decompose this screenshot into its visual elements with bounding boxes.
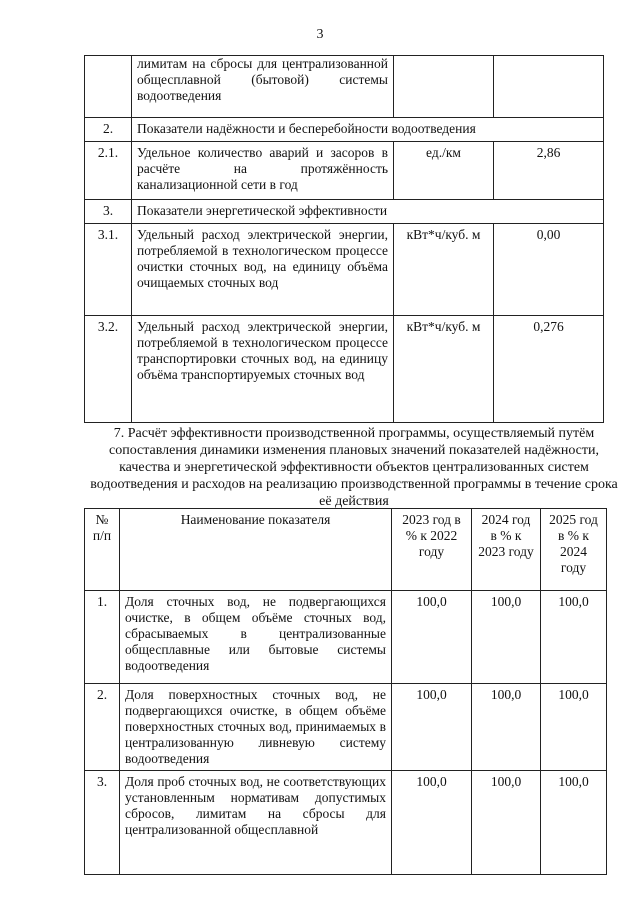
header-2024: 2024 год в % к 2023 году: [472, 509, 541, 591]
unit-cell: кВт*ч/куб. м: [394, 224, 494, 316]
value-2025: 100,0: [541, 684, 607, 771]
section-7-title: 7. Расчёт эффективности производственной программы, осуществляемый путём сопоставления динамики изменения плановых значений показателей надёжности, качества и энергетической эффективности объектов централизованных систем водоотведения и расходов на реализацию производственной программы в течение срока её действия: [90, 426, 618, 509]
table-row: [85, 771, 607, 875]
indicator-name: лимитам на сбросы для централизованной общесплавной (бытовой) системы водоотведения: [132, 56, 394, 118]
indicator-name: Доля сточных вод, не подвергающихся очистке, в общем объёме сточных вод, сбрасываемых в централизованные общесплавные или бытовые системы водоотведения: [120, 591, 392, 684]
value-cell: 0,00: [494, 224, 604, 316]
row-number: 3.1.: [85, 224, 132, 316]
table-row: [85, 224, 604, 316]
value-cell: [494, 56, 604, 118]
table-row: [85, 591, 607, 684]
value-2023: 100,0: [392, 591, 472, 684]
indicator-name: Удельное количество аварий и засоров в расчёте на протяжённость канализационной сети в год: [132, 142, 394, 200]
row-number: [85, 56, 132, 118]
indicators-table: [84, 55, 604, 423]
efficiency-table: [84, 508, 607, 875]
page-number: 3: [316, 27, 324, 42]
row-number: 1.: [85, 591, 120, 684]
table-row: [85, 684, 607, 771]
indicator-name: Удельный расход электрической энергии, потребляемой в технологическом процессе транспортировки сточных вод, на единицу объёма транспортируемых сточных вод: [132, 316, 394, 423]
row-number: 2.: [85, 118, 132, 142]
header-indicator-name: Наименование показателя: [120, 509, 392, 591]
section-heading: Показатели надёжности и бесперебойности водоотведения: [132, 118, 604, 142]
value-2024: 100,0: [472, 591, 541, 684]
value-2023: 100,0: [392, 684, 472, 771]
row-number: 3.: [85, 771, 120, 875]
indicator-name: Доля поверхностных сточных вод, не подвергающихся очистке, в общем объёме поверхностных сточных вод, принимаемых в централизованную ливневую систему водоотведения: [120, 684, 392, 771]
section-header-row: [85, 200, 604, 224]
value-2023: 100,0: [392, 771, 472, 875]
value-2024: 100,0: [472, 771, 541, 875]
header-row: [85, 509, 607, 591]
section-header-row: [85, 118, 604, 142]
unit-cell: ед./км: [394, 142, 494, 200]
value-cell: 0,276: [494, 316, 604, 423]
unit-cell: [394, 56, 494, 118]
value-2025: 100,0: [541, 591, 607, 684]
value-2024: 100,0: [472, 684, 541, 771]
section-heading: Показатели энергетической эффективности: [132, 200, 604, 224]
row-number: 2.: [85, 684, 120, 771]
indicator-name: Удельный расход электрической энергии, потребляемой в технологическом процессе очистки сточных вод, на единицу объёма очищаемых сточных вод: [132, 224, 394, 316]
table-row: [85, 142, 604, 200]
unit-cell: кВт*ч/куб. м: [394, 316, 494, 423]
header-2023: 2023 год в % к 2022 году: [392, 509, 472, 591]
value-cell: 2,86: [494, 142, 604, 200]
row-number: 3.: [85, 200, 132, 224]
row-number: 3.2.: [85, 316, 132, 423]
indicator-name: Доля проб сточных вод, не соответствующих установленным нормативам допустимых сбросов, лимитам на сбросы для централизованной общесплавной: [120, 771, 392, 875]
header-number: № п/п: [85, 509, 120, 591]
table-row: [85, 56, 604, 118]
header-2025: 2025 год в % к 2024 году: [541, 509, 607, 591]
table-row: [85, 316, 604, 423]
value-2025: 100,0: [541, 771, 607, 875]
row-number: 2.1.: [85, 142, 132, 200]
